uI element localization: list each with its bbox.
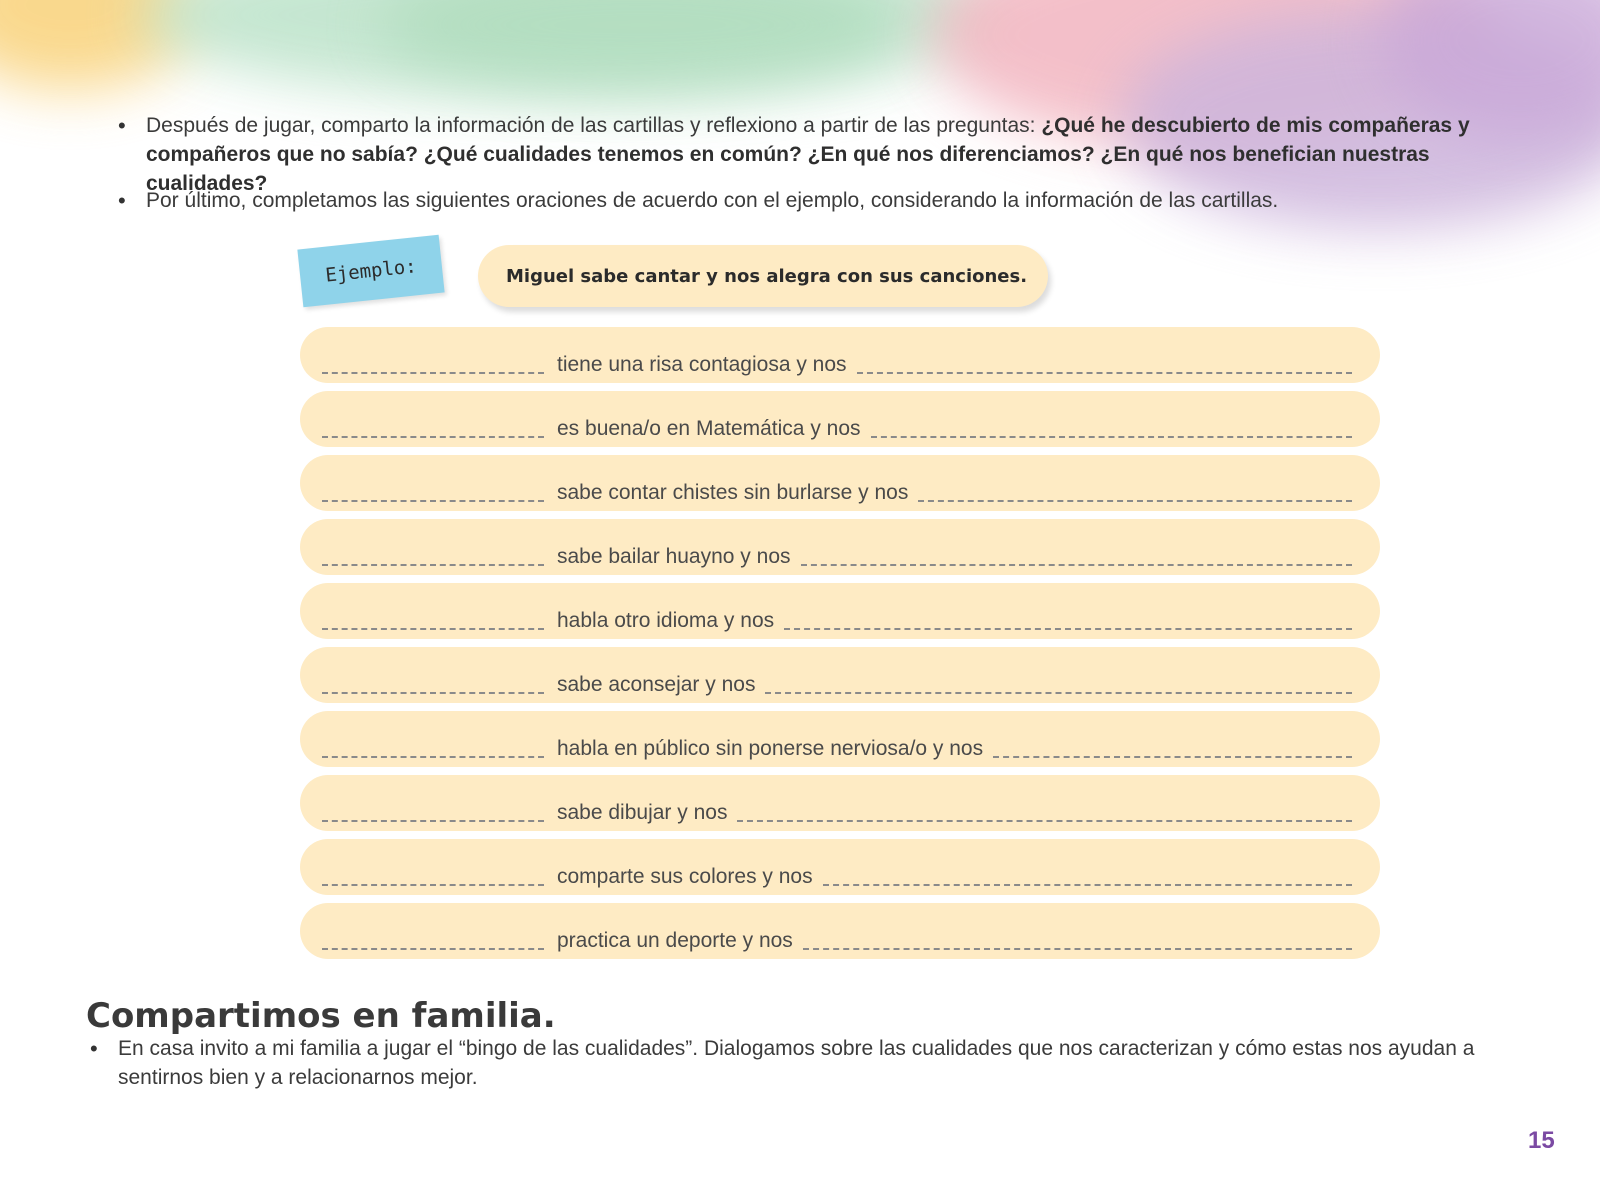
completion-blank[interactable] [765, 692, 1352, 694]
sentence-row [300, 839, 1380, 895]
completion-blank[interactable] [871, 436, 1352, 438]
name-blank[interactable] [322, 756, 544, 758]
sentence-row [300, 455, 1380, 511]
sentence-row [300, 391, 1380, 447]
name-blank[interactable] [322, 564, 544, 566]
sentence-row [300, 519, 1380, 575]
name-blank[interactable] [322, 884, 544, 886]
completion-blank[interactable] [823, 884, 1352, 886]
sentence-text: habla en público sin ponerse nerviosa/o y nos [557, 737, 984, 760]
sentence-row [300, 327, 1380, 383]
sentence-text: sabe aconsejar y nos [557, 673, 756, 696]
completion-blank[interactable] [784, 628, 1352, 630]
reflection-text: Después de jugar, comparto la información de las cartillas y reflexiono a partir de las preguntas: [146, 114, 1036, 137]
sentence-text: habla otro idioma y nos [557, 609, 775, 632]
family-text: En casa invito a mi familia a jugar el “bingo de las cualidades”. Dialogamos sobre las cualidades que nos caracterizan y cómo estas nos ayudan a sentirnos bien y a relacionarnos mejor. [118, 1037, 1475, 1089]
sentence-row [300, 775, 1380, 831]
sentence-text: practica un deporte y nos [557, 929, 793, 952]
completion-blank[interactable] [993, 756, 1352, 758]
family-bullet [90, 1034, 1548, 1092]
family-section-title: Compartimos en familia. [86, 996, 556, 1036]
sentence-text: sabe contar chistes sin burlarse y nos [557, 481, 909, 504]
completion-blank[interactable] [737, 820, 1352, 822]
name-blank[interactable] [322, 372, 544, 374]
sentence-text: comparte sus colores y nos [557, 865, 813, 888]
name-blank[interactable] [322, 820, 544, 822]
example-bubble [478, 245, 1048, 307]
sentence-text: sabe dibujar y nos [557, 801, 728, 824]
sentence-row [300, 647, 1380, 703]
reflection-bullet [118, 111, 1548, 198]
sentence-row [300, 583, 1380, 639]
name-blank[interactable] [322, 628, 544, 630]
sentence-row [300, 711, 1380, 767]
sentence-row [300, 903, 1380, 959]
complete-sentences-text: Por último, completamos las siguientes oraciones de acuerdo con el ejemplo, considerando la información de las cartillas. [146, 189, 1279, 212]
reflection-questions: ¿Qué he descubierto de mis compañeras y compañeros que no sabía? ¿Qué cualidades tenemos en común? ¿En qué nos diferenciamos? ¿En qué nos benefician nuestras cualidades? [146, 114, 1470, 195]
sentence-text: es buena/o en Matemática y nos [557, 417, 861, 440]
sentence-list [300, 327, 1380, 967]
name-blank[interactable] [322, 500, 544, 502]
completion-blank[interactable] [857, 372, 1352, 374]
name-blank[interactable] [322, 436, 544, 438]
example-tag [297, 235, 444, 308]
example-sentence: Miguel sabe cantar y nos alegra con sus canciones. [506, 265, 1028, 287]
completion-blank[interactable] [803, 948, 1352, 950]
name-blank[interactable] [322, 948, 544, 950]
name-blank[interactable] [322, 692, 544, 694]
complete-sentences-bullet [118, 186, 1548, 215]
completion-blank[interactable] [801, 564, 1352, 566]
sentence-text: sabe bailar huayno y nos [557, 545, 791, 568]
example-tag-label: Ejemplo: [324, 255, 418, 287]
sentence-text: tiene una risa contagiosa y nos [557, 353, 847, 376]
page-number: 15 [1528, 1127, 1555, 1154]
completion-blank[interactable] [918, 500, 1352, 502]
